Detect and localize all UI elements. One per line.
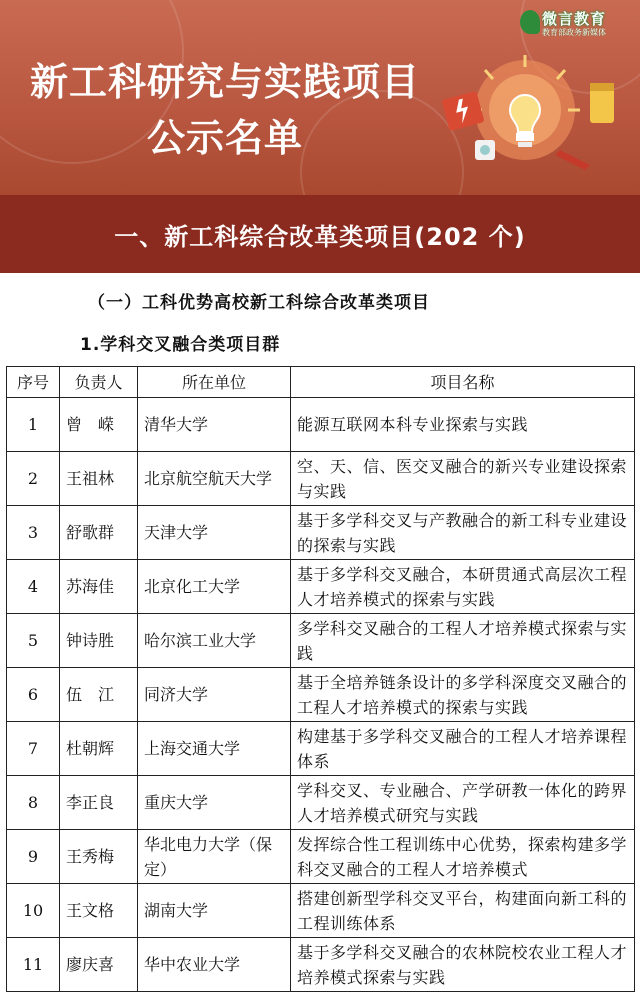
row-leader: 曾 嵘 xyxy=(60,398,138,452)
row-leader: 廖庆喜 xyxy=(60,938,138,992)
subsection-title: （一）工科优势高校新工科综合改革类项目 xyxy=(88,293,430,313)
banner-title-line2: 公示名单 xyxy=(146,116,303,160)
row-leader: 杜朝辉 xyxy=(60,722,138,776)
row-leader: 王祖林 xyxy=(60,452,138,506)
row-leader: 李正良 xyxy=(60,776,138,830)
table-row xyxy=(7,884,635,938)
row-unit: 华北电力大学（保定） xyxy=(138,830,291,884)
header-leader: 负责人 xyxy=(60,367,138,398)
row-project: 能源互联网本科专业探索与实践 xyxy=(291,398,635,452)
row-leader: 苏海佳 xyxy=(60,560,138,614)
row-leader: 舒歌群 xyxy=(60,506,138,560)
row-unit: 重庆大学 xyxy=(138,776,291,830)
table-row xyxy=(7,452,635,506)
table-row xyxy=(7,722,635,776)
row-unit: 哈尔滨工业大学 xyxy=(138,614,291,668)
leaf-logo-icon xyxy=(520,10,540,34)
banner-title xyxy=(0,54,450,166)
row-no: 11 xyxy=(7,938,60,992)
table-row xyxy=(7,398,635,452)
row-no: 5 xyxy=(7,614,60,668)
row-project: 发挥综合性工程训练中心优势，探索构建多学科交叉融合的工程人才培养模式 xyxy=(291,830,635,884)
table-row xyxy=(7,614,635,668)
row-leader: 王秀梅 xyxy=(60,830,138,884)
header-project: 项目名称 xyxy=(291,367,635,398)
table-row xyxy=(7,776,635,830)
row-no: 6 xyxy=(7,668,60,722)
section-title: 一、新工科综合改革类项目(202 个) xyxy=(114,222,526,251)
row-unit: 清华大学 xyxy=(138,398,291,452)
row-project: 搭建创新型学科交叉平台，构建面向新工科的工程训练体系 xyxy=(291,884,635,938)
row-no: 7 xyxy=(7,722,60,776)
group-title: 1.学科交叉融合类项目群 xyxy=(80,335,281,355)
project-table xyxy=(6,366,635,992)
logo xyxy=(520,8,626,40)
header-unit: 所在单位 xyxy=(138,367,291,398)
row-leader: 王文格 xyxy=(60,884,138,938)
row-project: 学科交叉、专业融合、产学研教一体化的跨界人才培养模式研究与实践 xyxy=(291,776,635,830)
row-unit: 湖南大学 xyxy=(138,884,291,938)
row-no: 8 xyxy=(7,776,60,830)
row-leader: 钟诗胜 xyxy=(60,614,138,668)
row-no: 2 xyxy=(7,452,60,506)
logo-name: 微言教育 xyxy=(542,10,607,28)
row-project: 基于多学科交叉融合的农林院校农业工程人才培养模式探索与实践 xyxy=(291,938,635,992)
header-banner xyxy=(0,0,640,195)
row-unit: 上海交通大学 xyxy=(138,722,291,776)
row-project: 多学科交叉融合的工程人才培养模式探索与实践 xyxy=(291,614,635,668)
row-no: 9 xyxy=(7,830,60,884)
table-row xyxy=(7,938,635,992)
row-no: 10 xyxy=(7,884,60,938)
row-project: 基于多学科交叉融合，本研贯通式高层次工程人才培养模式的探索与实践 xyxy=(291,560,635,614)
row-no: 1 xyxy=(7,398,60,452)
table-row xyxy=(7,506,635,560)
logo-subtitle: 教育部政务新媒体 xyxy=(542,28,606,37)
row-leader: 伍 江 xyxy=(60,668,138,722)
banner-title-line1: 新工科研究与实践项目 xyxy=(29,60,420,104)
lightbulb-illustration-icon xyxy=(430,55,630,190)
row-unit: 天津大学 xyxy=(138,506,291,560)
header-no: 序号 xyxy=(7,367,60,398)
row-no: 4 xyxy=(7,560,60,614)
table-row xyxy=(7,668,635,722)
row-project: 空、天、信、医交叉融合的新兴专业建设探索与实践 xyxy=(291,452,635,506)
table-header-row xyxy=(7,367,635,398)
row-unit: 华中农业大学 xyxy=(138,938,291,992)
table-row xyxy=(7,560,635,614)
row-project: 构建基于多学科交叉融合的工程人才培养课程体系 xyxy=(291,722,635,776)
row-unit: 同济大学 xyxy=(138,668,291,722)
row-unit: 北京航空航天大学 xyxy=(138,452,291,506)
row-no: 3 xyxy=(7,506,60,560)
row-unit: 北京化工大学 xyxy=(138,560,291,614)
table-row xyxy=(7,830,635,884)
row-project: 基于全培养链条设计的多学科深度交叉融合的工程人才培养模式的探索与实践 xyxy=(291,668,635,722)
row-project: 基于多学科交叉与产教融合的新工科专业建设的探索与实践 xyxy=(291,506,635,560)
section-title-bar xyxy=(0,195,640,273)
